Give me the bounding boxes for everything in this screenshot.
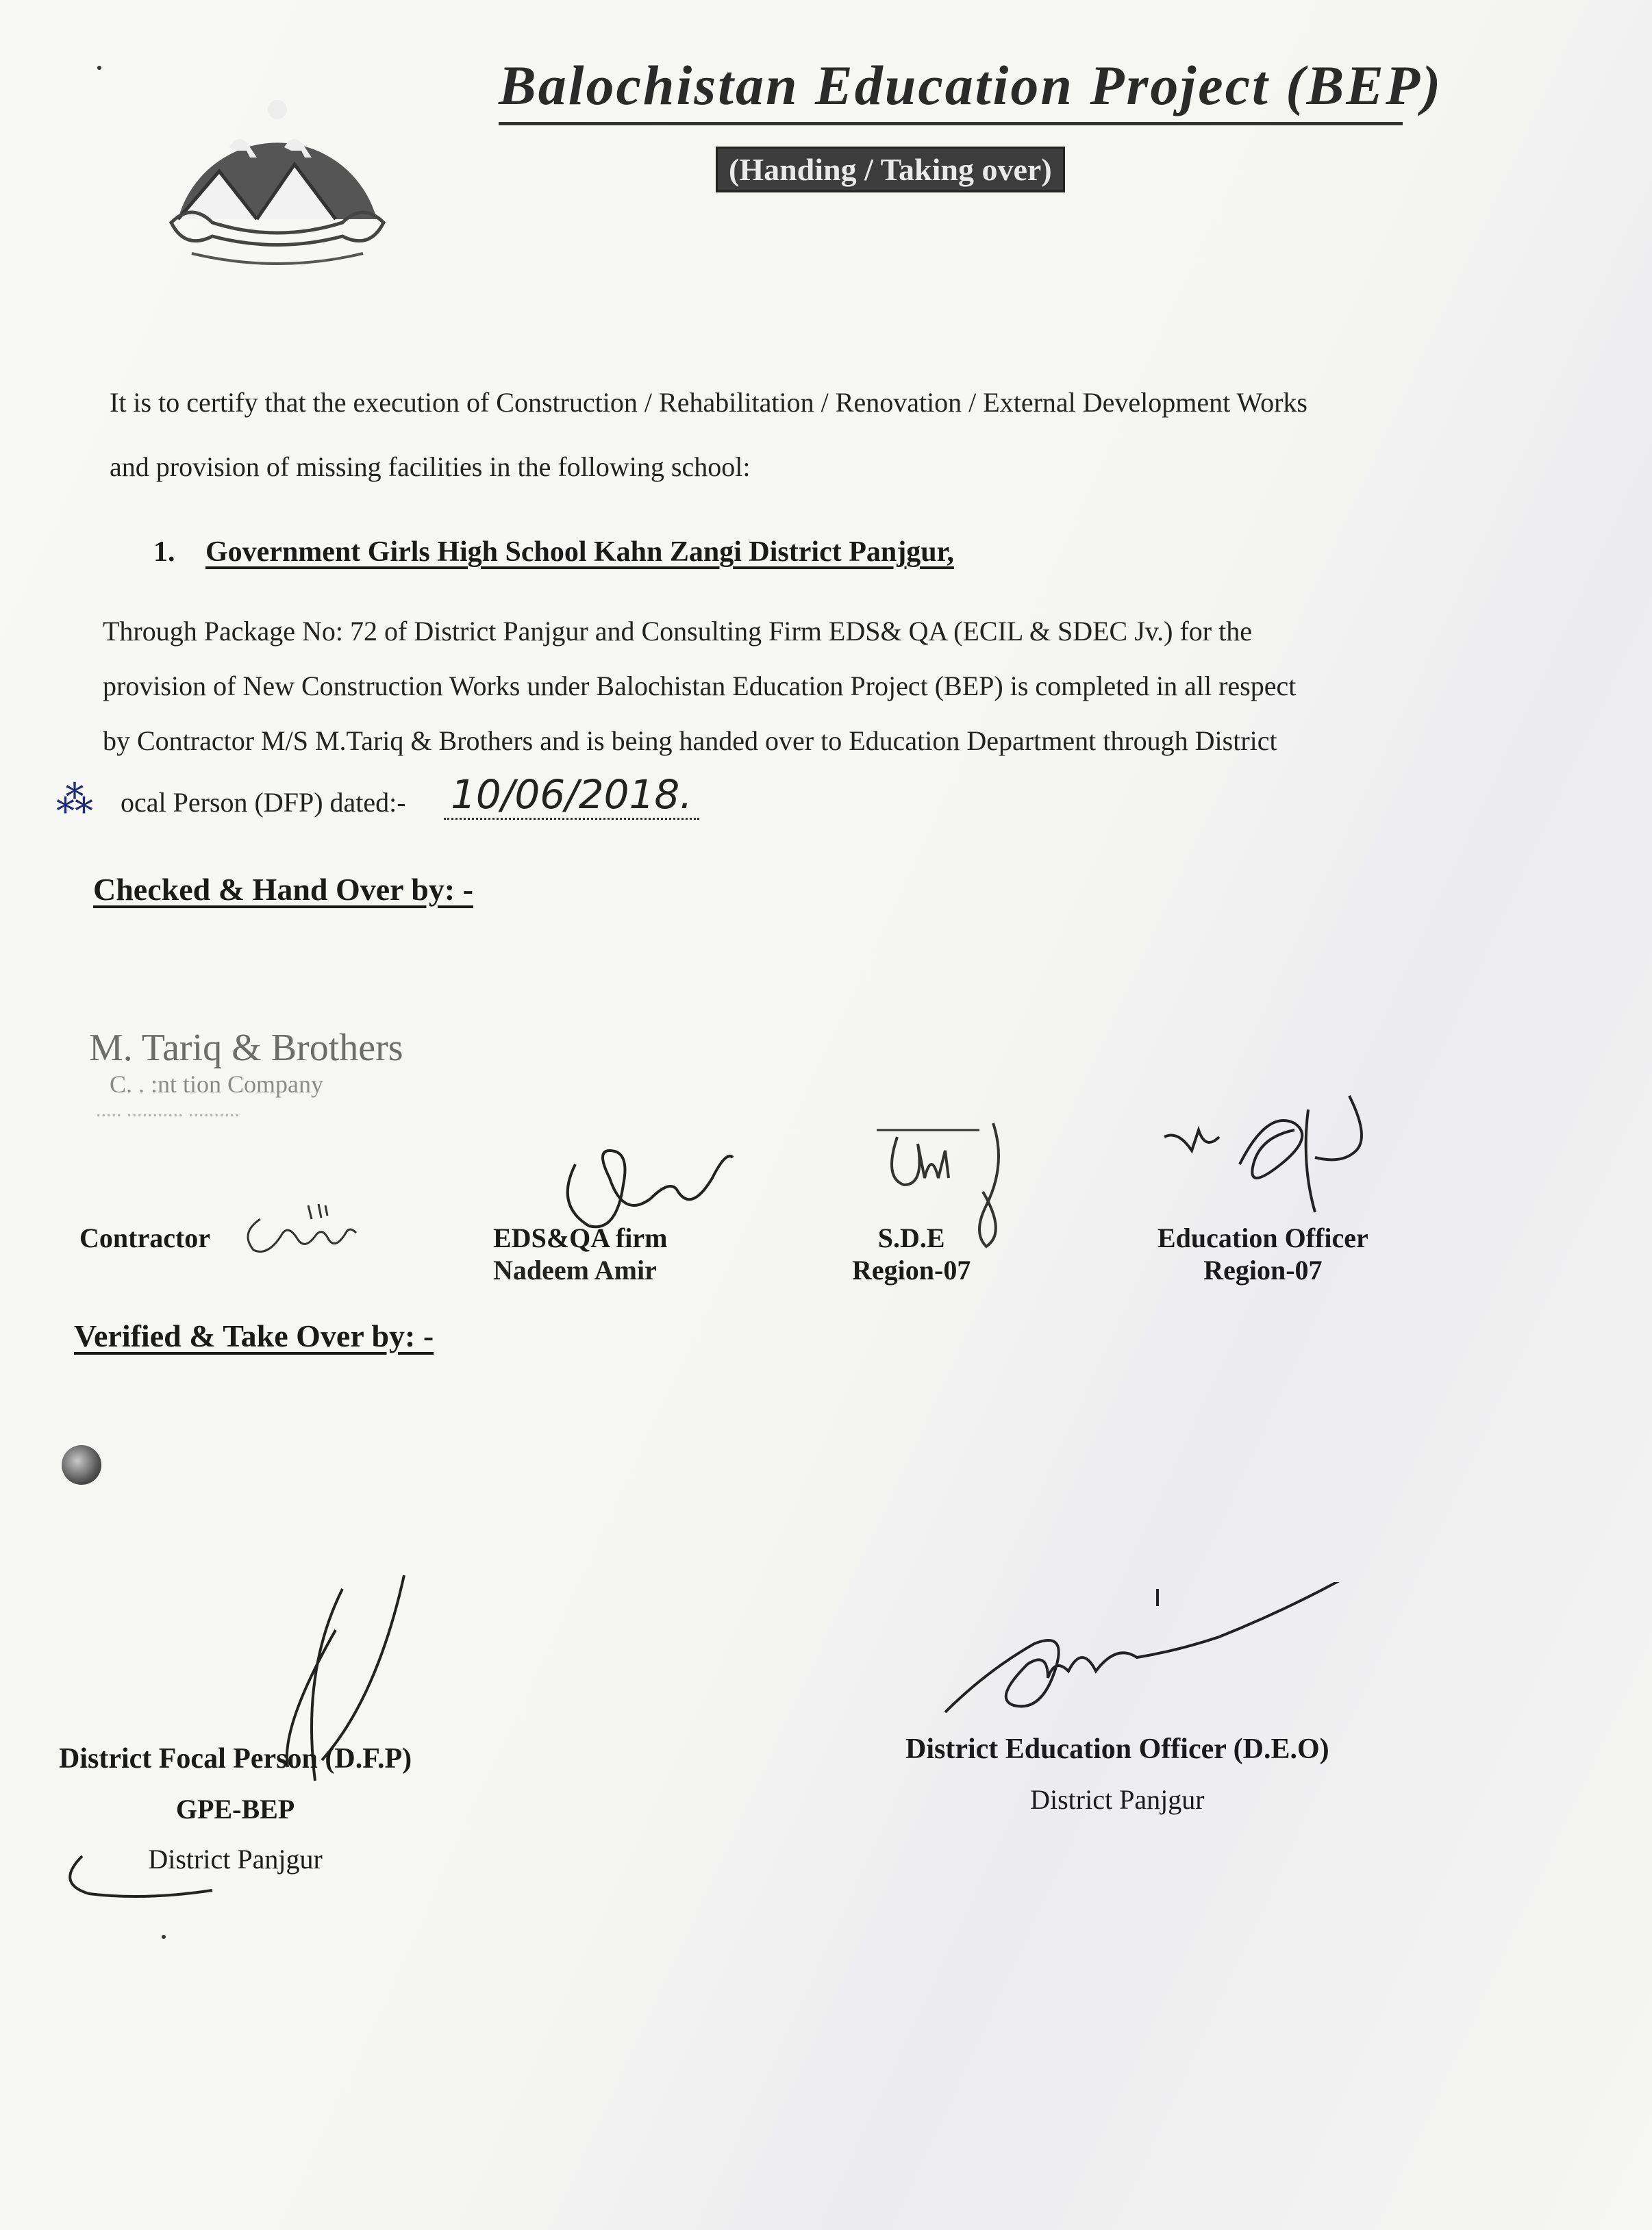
eo-region-label: Region-07 bbox=[1203, 1255, 1323, 1286]
dfp-title: District Focal Person (D.F.P) bbox=[59, 1743, 412, 1775]
sde-signatory bbox=[852, 1222, 971, 1286]
eds-firm-label: EDS&QA firm bbox=[493, 1223, 668, 1253]
package-line-1: Through Package No: 72 of District Panjgur and Consulting Firm EDS& QA (ECIL & SDEC Jv.) for the bbox=[103, 616, 1252, 647]
certify-line-2: and provision of missing facilities in the following school: bbox=[110, 451, 751, 482]
eds-qa-signatory bbox=[493, 1222, 667, 1286]
school-number: 1. bbox=[153, 536, 175, 568]
punch-hole bbox=[62, 1445, 101, 1485]
document-subtitle: (Handing / Taking over) bbox=[716, 147, 1065, 192]
deo-signatory bbox=[905, 1733, 1329, 1816]
certify-line-1: It is to certify that the execution of Construction / Rehabilitation / Renovation / External Development Works bbox=[110, 387, 1307, 418]
eds-name-label: Nadeem Amir bbox=[493, 1255, 657, 1286]
dfp-district: District Panjgur bbox=[148, 1844, 323, 1875]
bep-logo-emblem bbox=[164, 82, 390, 281]
education-officer-signatory bbox=[1157, 1222, 1368, 1286]
school-list-item bbox=[153, 536, 954, 568]
document-title: Balochistan Education Project (BEP) bbox=[499, 53, 1403, 125]
education-officer-signature bbox=[1157, 1082, 1404, 1233]
stamp-line-3: ..... ........... .......... bbox=[96, 1099, 240, 1121]
verified-heading: Verified & Take Over by: - bbox=[74, 1318, 434, 1353]
checked-heading: Checked & Hand Over by: - bbox=[93, 872, 473, 907]
deo-title: District Education Officer (D.E.O) bbox=[905, 1733, 1329, 1765]
contractor-label: Contractor bbox=[79, 1223, 211, 1253]
dfp-signatory bbox=[59, 1742, 412, 1875]
stamp-line-1: M. Tariq & Brothers bbox=[89, 1027, 403, 1069]
contractor-signature bbox=[233, 1192, 384, 1260]
handwritten-date: 10/06/2018. bbox=[444, 771, 699, 820]
speck bbox=[97, 66, 101, 70]
speck bbox=[162, 1935, 166, 1939]
handwritten-mark-icon: ⁂ bbox=[56, 779, 93, 820]
package-line-2: provision of New Construction Works under Balochistan Education Project (BEP) is completed in all respect bbox=[103, 671, 1297, 701]
eo-label: Education Officer bbox=[1157, 1223, 1368, 1253]
dfp-programme: GPE-BEP bbox=[175, 1794, 295, 1825]
package-line-4: ocal Person (DFP) dated:- bbox=[121, 787, 406, 818]
stamp-line-2: C. . :nt tion Company bbox=[110, 1070, 324, 1098]
package-line-3: by Contractor M/S M.Tariq & Brothers and is being handed over to Education Department through District bbox=[103, 725, 1277, 756]
sde-label: S.D.E bbox=[877, 1223, 945, 1253]
deo-district: District Panjgur bbox=[1030, 1784, 1205, 1815]
contractor-stamp bbox=[89, 1026, 403, 1122]
sde-region-label: Region-07 bbox=[852, 1255, 971, 1286]
school-name: Government Girls High School Kahn Zangi District Panjgur, bbox=[205, 536, 954, 568]
